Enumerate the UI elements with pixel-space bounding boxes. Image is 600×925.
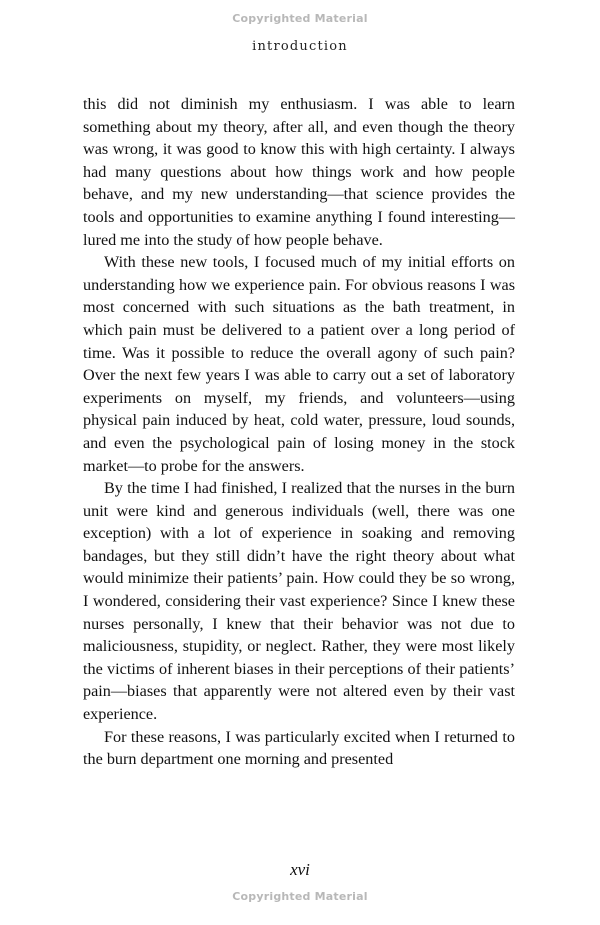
paragraph: For these reasons, I was particularly excited when I returned to the burn department one morning and presented bbox=[83, 727, 515, 769]
paragraph: this did not diminish my enthusiasm. I was able to learn something about my theory, after all, and even though the theory was wrong, it was good to know this with high certainty. I always had many questions about how things work and how people behave, and my new understanding—that science provides the tools and opportunities to examine anything I found interesting—lured me into the study of how people behave. bbox=[83, 95, 515, 249]
running-head: introduction bbox=[252, 39, 348, 54]
copyright-watermark-bottom: Copyrighted Material bbox=[232, 890, 368, 903]
body-text bbox=[83, 93, 515, 771]
paragraph: By the time I had finished, I realized that the nurses in the burn unit were kind and generous individuals (well, there was one exception) with a lot of experience in soaking and removing bandages, but they still didn’t have the right theory about what would minimize their patients’ pain. How could they be so wrong, I wondered, considering their vast experience? Since I knew these nurses personally, I knew that their behavior was not due to maliciousness, stupidity, or neglect. Rather, they were most likely the victims of inherent biases in their perceptions of their patients’ pain—biases that apparently were not altered even by their vast experience. bbox=[83, 479, 515, 724]
paragraph: With these new tools, I focused much of my initial efforts on understanding how we experience pain. For obvious reasons I was most concerned with such situations as the bath treatment, in which pain must be delivered to a patient over a long period of time. Was it possible to reduce the overall agony of such pain? Over the next few years I was able to carry out a set of laboratory experiments on myself, my friends, and volunteers—using physical pain induced by heat, cold water, pressure, loud sounds, and even the psychological pain of losing money in the stock market—to probe for the answers. bbox=[83, 253, 515, 475]
page-number: xvi bbox=[290, 860, 310, 879]
copyright-watermark-top: Copyrighted Material bbox=[232, 12, 368, 25]
